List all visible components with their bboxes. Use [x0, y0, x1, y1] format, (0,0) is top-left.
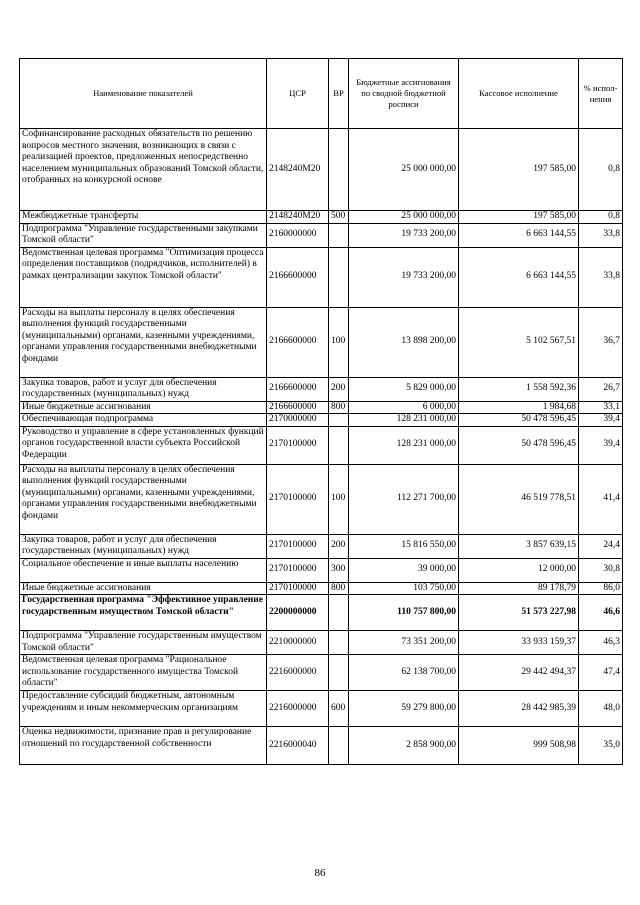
cell-cash: 6 663 144,55	[459, 223, 579, 247]
cell-vr: 200	[329, 534, 349, 558]
cell-vr: 600	[329, 691, 349, 727]
cell-cash: 51 573 227,98	[459, 595, 579, 631]
cell-budget: 103 750,00	[349, 582, 459, 595]
page-number: 86	[314, 867, 326, 879]
cell-vr: 800	[329, 401, 349, 414]
cell-pct: 46,6	[579, 595, 623, 631]
cell-cash: 5 102 567,51	[459, 307, 579, 377]
cell-budget: 73 351 200,00	[349, 631, 459, 655]
cell-vr	[329, 414, 349, 427]
cell-name: Государственная программа "Эффективное управление государственным имуществом Томской области"	[20, 595, 267, 631]
cell-csr: 2170100000	[267, 464, 329, 534]
cell-budget: 128 231 000,00	[349, 414, 459, 427]
cell-budget: 110 757 800,00	[349, 595, 459, 631]
cell-pct: 86,0	[579, 582, 623, 595]
cell-vr: 100	[329, 307, 349, 377]
cell-name: Софинансирование расходных обязательств по решению вопросов местного значения, возникающих в связи с реализацией проектов, предложенных непосредственно населением муниципальных образований Томской области, отобранных на конкурсной основе	[20, 129, 267, 211]
cell-name: Социальное обеспечение и иные выплаты населению	[20, 558, 267, 582]
cell-cash: 33 933 159,37	[459, 631, 579, 655]
table-row	[20, 582, 623, 595]
cell-pct: 33,1	[579, 401, 623, 414]
cell-budget: 2 858 900,00	[349, 727, 459, 765]
cell-pct: 46,3	[579, 631, 623, 655]
cell-pct: 33,8	[579, 223, 623, 247]
cell-pct: 24,4	[579, 534, 623, 558]
header-budget: Бюджетные ассигнования по сводной бюджетной росписи	[349, 59, 459, 129]
cell-csr: 2166600000	[267, 247, 329, 307]
cell-cash: 999 508,98	[459, 727, 579, 765]
cell-csr: 2216000000	[267, 691, 329, 727]
cell-pct: 39,4	[579, 426, 623, 464]
cell-name: Подпрограмма "Управление государственными закупками Томской области"	[20, 223, 267, 247]
cell-vr	[329, 129, 349, 211]
table-row	[20, 247, 623, 307]
cell-pct: 33,8	[579, 247, 623, 307]
cell-name: Руководство и управление в сфере установленных функций органов государственной власти субъекта Российской Федерации	[20, 426, 267, 464]
cell-budget: 59 279 800,00	[349, 691, 459, 727]
header-pct: % испол-нения	[579, 59, 623, 129]
cell-pct: 48,0	[579, 691, 623, 727]
cell-budget: 39 000,00	[349, 558, 459, 582]
cell-cash: 1 558 592,36	[459, 377, 579, 401]
cell-pct: 35,0	[579, 727, 623, 765]
cell-budget: 15 816 550,00	[349, 534, 459, 558]
table-body	[20, 129, 623, 765]
cell-vr: 800	[329, 582, 349, 595]
cell-pct: 39,4	[579, 414, 623, 427]
cell-pct: 26,7	[579, 377, 623, 401]
table-row	[20, 534, 623, 558]
cell-csr: 2170100000	[267, 582, 329, 595]
cell-name: Иные бюджетные ассигнования	[20, 582, 267, 595]
cell-pct: 0,8	[579, 211, 623, 224]
cell-cash: 197 585,00	[459, 211, 579, 224]
table-row	[20, 655, 623, 691]
cell-csr: 2166600000	[267, 307, 329, 377]
cell-csr: 2160000000	[267, 223, 329, 247]
cell-name: Ведомственная целевая программа "Оптимизация процесса определения поставщиков (подрядчиков, исполнителей) в рамках централизации закупок Томской области"	[20, 247, 267, 307]
cell-cash: 29 442 494,37	[459, 655, 579, 691]
cell-pct: 47,4	[579, 655, 623, 691]
cell-budget: 25 000 000,00	[349, 129, 459, 211]
cell-budget: 25 000 000,00	[349, 211, 459, 224]
cell-name: Иные бюджетные ассигнования	[20, 401, 267, 414]
cell-vr: 300	[329, 558, 349, 582]
cell-cash: 50 478 596,45	[459, 426, 579, 464]
cell-budget: 5 829 000,00	[349, 377, 459, 401]
cell-budget: 128 231 000,00	[349, 426, 459, 464]
cell-csr: 2166600000	[267, 401, 329, 414]
cell-csr: 2148240М20	[267, 129, 329, 211]
header-name: Наименование показателей	[20, 59, 267, 129]
cell-vr	[329, 223, 349, 247]
cell-name: Обеспечивающая подпрограмма	[20, 414, 267, 427]
cell-vr	[329, 426, 349, 464]
header-vr: ВР	[329, 59, 349, 129]
cell-pct: 30,8	[579, 558, 623, 582]
cell-vr: 200	[329, 377, 349, 401]
cell-budget: 19 733 200,00	[349, 247, 459, 307]
table-row	[20, 426, 623, 464]
table-row	[20, 401, 623, 414]
cell-name: Расходы на выплаты персоналу в целях обеспечения выполнения функций государственными (муниципальными) органами, казенными учреждениями, органами управления государственными внебюджетными фондами	[20, 307, 267, 377]
cell-cash: 197 585,00	[459, 129, 579, 211]
cell-name: Подпрограмма "Управление государственным имуществом Томской области"	[20, 631, 267, 655]
cell-cash: 6 663 144,55	[459, 247, 579, 307]
cell-name: Расходы на выплаты персоналу в целях обеспечения выполнения функций государственными (муниципальными) органами, казенными учреждениями, органами управления государственными внебюджетными фондами	[20, 464, 267, 534]
table-row	[20, 631, 623, 655]
cell-vr	[329, 727, 349, 765]
table-row	[20, 595, 623, 631]
cell-cash: 1 984,68	[459, 401, 579, 414]
cell-csr: 2216000040	[267, 727, 329, 765]
cell-csr: 2166600000	[267, 377, 329, 401]
table-row	[20, 129, 623, 211]
cell-csr: 2170100000	[267, 558, 329, 582]
table-row	[20, 223, 623, 247]
cell-name: Закупка товаров, работ и услуг для обеспечения государственных (муниципальных) нужд	[20, 377, 267, 401]
cell-csr: 2170100000	[267, 534, 329, 558]
table-row	[20, 727, 623, 765]
cell-budget: 112 271 700,00	[349, 464, 459, 534]
cell-cash: 50 478 596,45	[459, 414, 579, 427]
cell-budget: 19 733 200,00	[349, 223, 459, 247]
table-header-row	[20, 59, 623, 129]
cell-cash: 89 178,79	[459, 582, 579, 595]
table-row	[20, 414, 623, 427]
cell-vr	[329, 631, 349, 655]
cell-name: Закупка товаров, работ и услуг для обеспечения государственных (муниципальных) нужд	[20, 534, 267, 558]
cell-cash: 46 519 778,51	[459, 464, 579, 534]
cell-csr: 2148240М20	[267, 211, 329, 224]
cell-name: Ведомственная целевая программа "Рациональное использование государственного имущества Томской области"	[20, 655, 267, 691]
cell-budget: 6 000,00	[349, 401, 459, 414]
header-csr: ЦСР	[267, 59, 329, 129]
cell-cash: 3 857 639,15	[459, 534, 579, 558]
table-row	[20, 464, 623, 534]
table-row	[20, 211, 623, 224]
cell-vr	[329, 655, 349, 691]
cell-name: Предоставление субсидий бюджетным, автономным учреждениям и иным некоммерческим организациям	[20, 691, 267, 727]
cell-csr: 2170100000	[267, 426, 329, 464]
cell-vr: 500	[329, 211, 349, 224]
cell-csr: 2170000000	[267, 414, 329, 427]
table-row	[20, 377, 623, 401]
cell-budget: 62 138 700,00	[349, 655, 459, 691]
cell-vr	[329, 595, 349, 631]
header-cash: Кассовое исполнение	[459, 59, 579, 129]
cell-csr: 2200000000	[267, 595, 329, 631]
cell-name: Оценка недвижимости, признание прав и регулирование отношений по государственной собственности	[20, 727, 267, 765]
budget-execution-table	[19, 58, 623, 765]
cell-vr	[329, 247, 349, 307]
cell-pct: 0,8	[579, 129, 623, 211]
table-row	[20, 691, 623, 727]
cell-name: Межбюджетные трансферты	[20, 211, 267, 224]
cell-csr: 2210000000	[267, 631, 329, 655]
table-row	[20, 558, 623, 582]
cell-pct: 41,4	[579, 464, 623, 534]
cell-cash: 12 000,00	[459, 558, 579, 582]
cell-csr: 2216000000	[267, 655, 329, 691]
cell-budget: 13 898 200,00	[349, 307, 459, 377]
cell-vr: 100	[329, 464, 349, 534]
cell-pct: 36,7	[579, 307, 623, 377]
table-row	[20, 307, 623, 377]
cell-cash: 28 442 985,39	[459, 691, 579, 727]
